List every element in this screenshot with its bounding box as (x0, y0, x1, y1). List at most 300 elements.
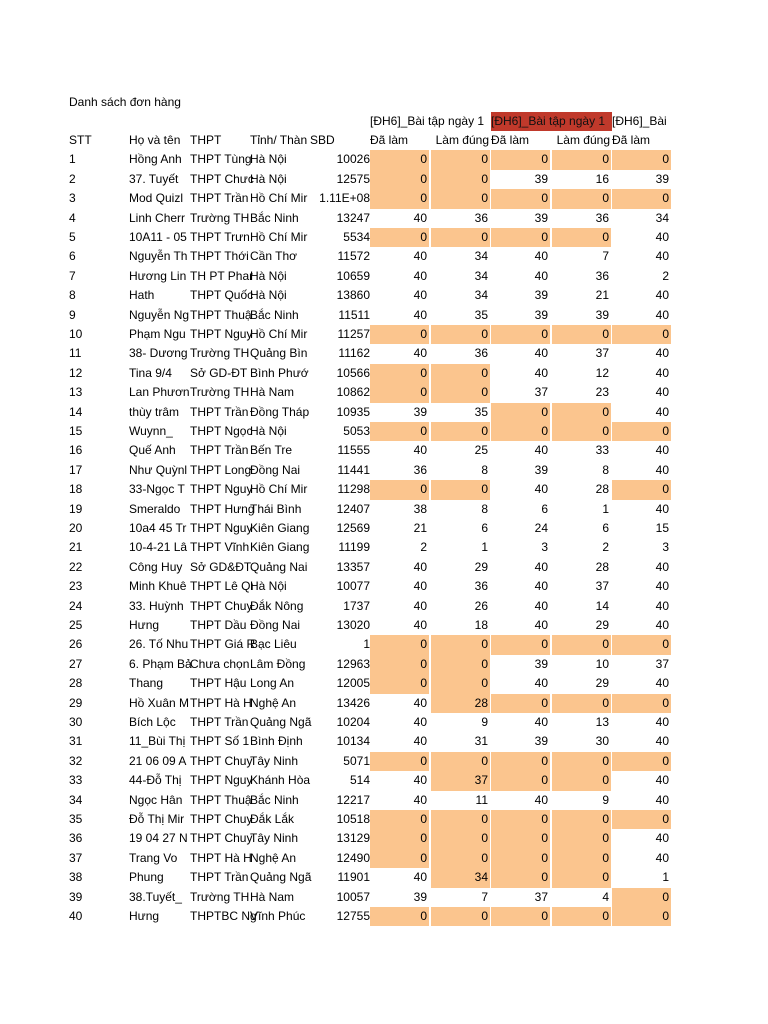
cell-score[interactable]: 36 (413, 462, 427, 477)
cell-school[interactable]: THPT Trần (190, 715, 249, 729)
cell-school[interactable]: THPT Nguy (190, 327, 253, 341)
cell-score[interactable]: 0 (370, 907, 429, 926)
cell-name[interactable]: Như Quỳnl (129, 462, 188, 477)
cell-sbd[interactable]: 10026 (336, 152, 370, 167)
cell-sbd[interactable]: 10057 (336, 889, 370, 904)
cell-score[interactable]: 2 (420, 540, 427, 555)
cell-school[interactable]: THPT Số 1 (190, 734, 250, 749)
cell-sbd[interactable]: 12005 (336, 676, 370, 691)
cell-score[interactable]: 40 (655, 346, 669, 361)
cell-name[interactable]: 6. Phạm Bả (129, 656, 192, 671)
cell-name[interactable]: Phung (129, 870, 164, 885)
cell-score[interactable]: 2 (602, 540, 609, 555)
cell-school[interactable]: THPT Trần (190, 191, 249, 206)
cell-score[interactable]: 34 (431, 868, 490, 887)
cell-score[interactable]: 40 (534, 618, 548, 632)
cell-stt[interactable]: 23 (69, 579, 83, 594)
cell-score[interactable]: 39 (534, 307, 548, 322)
cell-score[interactable]: 0 (491, 228, 550, 247)
cell-score[interactable]: 40 (413, 695, 427, 710)
cell-score[interactable]: 0 (431, 422, 490, 441)
col-header-name[interactable]: Họ và tên (129, 133, 181, 147)
cell-school[interactable]: THPT Chuy (190, 753, 253, 768)
cell-school[interactable]: THPT Hưng (190, 501, 255, 516)
cell-score[interactable]: 40 (534, 268, 548, 283)
cell-province[interactable]: Hà Nội (250, 288, 287, 303)
cell-school[interactable]: THPT Hà H (190, 850, 252, 865)
cell-name[interactable]: 37. Tuyết (129, 171, 179, 186)
cell-name[interactable]: 38- Dương (129, 346, 188, 361)
cell-province[interactable]: Hà Nội (250, 152, 287, 167)
cell-province[interactable]: Quảng Bìn (250, 346, 308, 361)
col-header-sbd[interactable]: SBD (310, 133, 335, 147)
cell-stt[interactable]: 4 (69, 210, 76, 225)
cell-score[interactable]: 31 (474, 734, 488, 749)
cell-name[interactable]: Hath (129, 288, 155, 303)
cell-score[interactable]: 36 (595, 210, 609, 225)
cell-name[interactable]: Mod Quizl (129, 191, 184, 206)
cell-province[interactable]: Long An (250, 676, 295, 691)
cell-score[interactable]: 0 (431, 325, 490, 344)
cell-score[interactable]: 0 (612, 150, 671, 169)
cell-stt[interactable]: 16 (69, 443, 83, 458)
cell-score[interactable]: 40 (534, 365, 548, 380)
cell-stt[interactable]: 6 (69, 249, 76, 264)
cell-score[interactable]: 40 (413, 559, 427, 574)
cell-sbd[interactable]: 11257 (337, 327, 370, 341)
cell-stt[interactable]: 15 (69, 424, 83, 438)
cell-score[interactable]: 40 (534, 676, 548, 691)
cell-score[interactable]: 0 (491, 694, 550, 713)
cell-score[interactable]: 0 (431, 752, 490, 771)
cell-stt[interactable]: 35 (69, 812, 83, 826)
group-header-1[interactable]: [ĐH6]_Bài tập ngày 1 (370, 114, 485, 128)
col-header-done-3[interactable]: Đã làm (612, 133, 651, 147)
cell-score[interactable]: 21 (413, 521, 427, 535)
cell-score[interactable]: 0 (370, 189, 429, 208)
cell-score[interactable]: 35 (474, 404, 488, 419)
cell-province[interactable]: Đồng Nai (250, 618, 301, 632)
cell-name[interactable]: 38.Tuyết_ (129, 889, 182, 904)
cell-score[interactable]: 39 (534, 462, 548, 477)
cell-score[interactable]: 37 (431, 771, 490, 790)
cell-score[interactable]: 34 (474, 268, 488, 283)
cell-score[interactable]: 29 (595, 618, 609, 632)
cell-stt[interactable]: 7 (69, 268, 76, 283)
col-header-correct-2[interactable]: Làm đúng (556, 133, 610, 147)
cell-school[interactable]: Sở GD&ĐT (190, 559, 252, 574)
cell-stt[interactable]: 28 (69, 676, 83, 691)
cell-province[interactable]: Vĩnh Phúc (250, 909, 306, 923)
cell-score[interactable]: 40 (534, 559, 548, 574)
cell-score[interactable]: 36 (595, 268, 609, 283)
cell-stt[interactable]: 17 (69, 462, 83, 477)
cell-score[interactable]: 40 (655, 249, 669, 264)
cell-score[interactable]: 0 (552, 868, 611, 887)
cell-score[interactable]: 40 (534, 598, 548, 613)
cell-score[interactable]: 40 (655, 404, 669, 419)
cell-score[interactable]: 0 (612, 810, 671, 829)
cell-stt[interactable]: 14 (69, 404, 83, 419)
cell-sbd[interactable]: 11199 (338, 540, 370, 555)
cell-stt[interactable]: 1 (69, 152, 76, 167)
cell-stt[interactable]: 20 (69, 521, 83, 535)
cell-score[interactable]: 3 (541, 540, 548, 555)
cell-sbd[interactable]: 12575 (336, 171, 370, 186)
cell-province[interactable]: Hồ Chí Mir (250, 327, 308, 341)
cell-school[interactable]: THPT Chuy (190, 598, 253, 613)
cell-province[interactable]: Bến Tre (250, 443, 293, 458)
cell-score[interactable]: 40 (413, 579, 427, 594)
cell-score[interactable]: 0 (370, 829, 429, 848)
cell-score[interactable]: 0 (491, 325, 550, 344)
cell-school[interactable]: THPT Thuậ (190, 792, 252, 807)
cell-score[interactable]: 37 (534, 385, 548, 400)
cell-score[interactable]: 40 (413, 870, 427, 885)
cell-name[interactable]: Nguyễn Ng (129, 307, 190, 322)
cell-score[interactable]: 40 (655, 618, 669, 632)
cell-school[interactable]: Trường TH (190, 385, 250, 400)
cell-score[interactable]: 0 (370, 752, 429, 771)
cell-stt[interactable]: 21 (69, 540, 83, 555)
col-header-done-1[interactable]: Đã làm (370, 133, 409, 147)
cell-score[interactable]: 40 (413, 598, 427, 613)
cell-province[interactable]: Đồng Tháp (250, 404, 310, 419)
cell-score[interactable]: 29 (474, 559, 488, 574)
cell-score[interactable]: 1 (602, 501, 609, 516)
cell-school[interactable]: THPTBC Ng (190, 909, 257, 923)
cell-school[interactable]: THPT Hậu (190, 676, 247, 691)
cell-score[interactable]: 0 (491, 907, 550, 926)
col-header-stt[interactable]: STT (69, 133, 92, 147)
cell-sbd[interactable]: 13426 (336, 695, 370, 710)
cell-sbd[interactable]: 1 (363, 637, 370, 652)
cell-score[interactable]: 28 (595, 559, 609, 574)
cell-score[interactable]: 37 (595, 346, 609, 361)
cell-province[interactable]: Bắc Ninh (250, 307, 299, 322)
cell-school[interactable]: THPT Trần (190, 870, 249, 885)
cell-province[interactable]: Hà Nội (250, 268, 287, 283)
cell-province[interactable]: Hà Nội (250, 579, 287, 594)
cell-score[interactable]: 15 (655, 521, 669, 535)
cell-school[interactable]: THPT Nguy (190, 482, 253, 497)
cell-score[interactable]: 7 (481, 889, 488, 904)
cell-sbd[interactable]: 13357 (336, 559, 370, 574)
cell-score[interactable]: 40 (413, 792, 427, 807)
cell-score[interactable]: 0 (552, 635, 611, 654)
cell-province[interactable]: Hồ Chí Mir (250, 482, 308, 497)
cell-score[interactable]: 0 (491, 829, 550, 848)
cell-sbd[interactable]: 11162 (338, 346, 370, 361)
cell-score[interactable]: 1 (662, 870, 669, 885)
cell-score[interactable]: 0 (370, 422, 429, 441)
cell-school[interactable]: THPT Trần (190, 404, 249, 419)
cell-score[interactable]: 40 (413, 734, 427, 749)
col-header-school[interactable]: THPT (190, 133, 222, 147)
cell-score[interactable]: 0 (612, 907, 671, 926)
cell-sbd[interactable]: 10862 (336, 385, 370, 400)
cell-name[interactable]: Hưng (129, 909, 160, 923)
cell-score[interactable]: 0 (491, 810, 550, 829)
cell-stt[interactable]: 24 (69, 598, 83, 613)
cell-score[interactable]: 40 (655, 676, 669, 691)
cell-score[interactable]: 40 (413, 773, 427, 788)
cell-score[interactable]: 29 (595, 676, 609, 691)
cell-sbd[interactable]: 10077 (336, 579, 370, 594)
cell-school[interactable]: THPT Vĩnh (190, 540, 250, 555)
cell-score[interactable]: 39 (413, 404, 427, 419)
cell-score[interactable]: 6 (602, 521, 609, 535)
cell-score[interactable]: 34 (474, 249, 488, 264)
cell-score[interactable]: 0 (612, 325, 671, 344)
cell-score[interactable]: 40 (655, 715, 669, 729)
cell-province[interactable]: Tây Ninh (250, 831, 299, 846)
cell-name[interactable]: Linh Cherr (129, 210, 186, 225)
cell-province[interactable]: Bình Định (250, 734, 303, 749)
cell-score[interactable]: 36 (474, 579, 488, 594)
cell-province[interactable]: Khánh Hòa (250, 773, 311, 788)
cell-score[interactable]: 39 (534, 210, 548, 225)
cell-name[interactable]: 33. Huỳnh (129, 598, 184, 613)
cell-stt[interactable]: 36 (69, 831, 83, 846)
cell-name[interactable]: 10a4 45 Tr (129, 521, 187, 535)
cell-sbd[interactable]: 10935 (336, 404, 370, 419)
cell-school[interactable]: Sở GD-ĐT (190, 365, 248, 380)
cell-sbd[interactable]: 5053 (343, 424, 370, 438)
cell-name[interactable]: 10A11 - 05 (129, 230, 187, 244)
cell-score[interactable]: 40 (413, 346, 427, 361)
cell-score[interactable]: 3 (662, 540, 669, 555)
cell-school[interactable]: THPT Nguy (190, 773, 253, 788)
cell-sbd[interactable]: 12569 (336, 521, 370, 535)
cell-school[interactable]: THPT Giá R (190, 637, 256, 652)
cell-score[interactable]: 40 (655, 365, 669, 380)
cell-score[interactable]: 40 (655, 850, 669, 865)
cell-province[interactable]: Bình Phướ (250, 365, 309, 380)
cell-score[interactable]: 0 (431, 674, 490, 693)
cell-name[interactable]: 11_Bùi Thị (129, 734, 186, 749)
cell-score[interactable]: 0 (552, 752, 611, 771)
cell-sbd[interactable]: 10134 (336, 734, 370, 749)
cell-school[interactable]: THPT Hà H (190, 695, 252, 710)
cell-score[interactable]: 40 (655, 734, 669, 749)
cell-score[interactable]: 0 (552, 422, 611, 441)
cell-score[interactable]: 0 (370, 383, 429, 402)
cell-score[interactable]: 39 (534, 734, 548, 749)
cell-name[interactable]: Smeraldo (129, 501, 181, 516)
cell-score[interactable]: 8 (481, 501, 488, 516)
cell-score[interactable]: 39 (534, 656, 548, 671)
cell-sbd[interactable]: 514 (349, 773, 370, 788)
cell-sbd[interactable]: 1737 (343, 598, 370, 613)
cell-score[interactable]: 39 (534, 171, 548, 186)
cell-school[interactable]: THPT Chưc (190, 171, 254, 186)
cell-stt[interactable]: 33 (69, 773, 83, 788)
cell-score[interactable]: 40 (655, 501, 669, 516)
cell-score[interactable]: 6 (541, 501, 548, 516)
cell-province[interactable]: Bắc Ninh (250, 210, 299, 225)
cell-province[interactable]: Hồ Chí Mir (250, 230, 308, 244)
cell-name[interactable]: Trang Vo (129, 850, 178, 865)
cell-province[interactable]: Nghệ An (250, 850, 297, 865)
cell-score[interactable]: 36 (474, 210, 488, 225)
cell-score[interactable]: 0 (552, 907, 611, 926)
cell-sbd[interactable]: 12217 (336, 792, 370, 807)
cell-name[interactable]: Phạm Ngu (129, 327, 186, 341)
cell-sbd[interactable]: 5534 (343, 230, 370, 244)
cell-score[interactable]: 40 (534, 443, 548, 458)
cell-sbd[interactable]: 13129 (336, 831, 370, 846)
cell-stt[interactable]: 13 (69, 385, 83, 400)
cell-score[interactable]: 39 (534, 288, 548, 303)
cell-score[interactable]: 40 (655, 288, 669, 303)
cell-province[interactable]: Hà Nội (250, 171, 287, 186)
group-header-3[interactable]: [ĐH6]_Bài (612, 114, 667, 128)
cell-name[interactable]: Minh Khuê (129, 579, 187, 594)
cell-score[interactable]: 40 (655, 385, 669, 400)
cell-score[interactable]: 0 (552, 829, 611, 848)
cell-score[interactable]: 8 (481, 462, 488, 477)
cell-score[interactable]: 0 (552, 694, 611, 713)
cell-score[interactable]: 37 (655, 656, 669, 671)
cell-stt[interactable]: 39 (69, 889, 83, 904)
cell-school[interactable]: THPT Chuy (190, 831, 253, 846)
cell-school[interactable]: Trường TH (190, 210, 250, 225)
cell-score[interactable]: 40 (534, 482, 548, 497)
cell-score[interactable]: 0 (431, 228, 490, 247)
cell-province[interactable]: Đắk Nông (250, 598, 304, 613)
cell-score[interactable]: 0 (431, 189, 490, 208)
cell-score[interactable]: 0 (370, 810, 429, 829)
cell-province[interactable]: Đắk Lắk (250, 812, 295, 826)
cell-score[interactable]: 0 (370, 228, 429, 247)
cell-score[interactable]: 16 (595, 171, 609, 186)
cell-province[interactable]: Thái Bình (250, 501, 302, 516)
cell-score[interactable]: 40 (413, 443, 427, 458)
cell-stt[interactable]: 32 (69, 753, 83, 768)
cell-sbd[interactable]: 12963 (336, 656, 370, 671)
cell-sbd[interactable]: 11441 (337, 462, 370, 477)
cell-name[interactable]: 19 04 27 N (129, 831, 188, 846)
cell-name[interactable]: Ngọc Hân (129, 792, 183, 807)
cell-sbd[interactable]: 11572 (337, 249, 370, 264)
cell-score[interactable]: 40 (413, 210, 427, 225)
col-header-province[interactable]: Tỉnh/ Thàn (250, 133, 308, 147)
cell-name[interactable]: Tina 9/4 (129, 365, 172, 380)
cell-score[interactable]: 0 (431, 849, 490, 868)
cell-score[interactable]: 0 (431, 907, 490, 926)
cell-province[interactable]: Kiên Giang (250, 540, 310, 555)
cell-score[interactable]: 40 (413, 715, 427, 729)
cell-score[interactable]: 0 (612, 752, 671, 771)
cell-score[interactable]: 0 (370, 170, 429, 189)
cell-score[interactable]: 26 (474, 598, 488, 613)
cell-score[interactable]: 0 (552, 849, 611, 868)
cell-score[interactable]: 37 (534, 889, 548, 904)
cell-score[interactable]: 40 (413, 288, 427, 303)
cell-name[interactable]: Hương Lin (129, 268, 187, 283)
cell-score[interactable]: 40 (655, 598, 669, 613)
cell-school[interactable]: THPT Quốc (190, 288, 254, 303)
cell-school[interactable]: THPT Trần (190, 443, 249, 458)
cell-score[interactable]: 28 (595, 482, 609, 497)
cell-score[interactable]: 24 (534, 521, 548, 535)
cell-score[interactable]: 0 (370, 480, 429, 499)
cell-province[interactable]: Kiên Giang (250, 521, 310, 535)
cell-province[interactable]: Nghệ An (250, 695, 297, 710)
cell-sbd[interactable]: 1.11E+08 (319, 191, 370, 206)
cell-stt[interactable]: 40 (69, 909, 83, 923)
cell-score[interactable]: 0 (431, 635, 490, 654)
cell-name[interactable]: Quế Anh (129, 443, 176, 458)
cell-school[interactable]: THPT Ngọc (190, 424, 253, 438)
cell-score[interactable]: 0 (612, 189, 671, 208)
cell-score[interactable]: 0 (612, 635, 671, 654)
cell-stt[interactable]: 25 (69, 618, 83, 632)
cell-score[interactable]: 30 (595, 734, 609, 749)
cell-stt[interactable]: 37 (69, 850, 83, 865)
cell-score[interactable]: 12 (595, 365, 609, 380)
cell-school[interactable]: Trường TH (190, 346, 250, 361)
cell-score[interactable]: 0 (431, 655, 490, 674)
cell-score[interactable]: 10 (595, 656, 609, 671)
cell-province[interactable]: Cần Thơ (250, 249, 298, 264)
cell-score[interactable]: 0 (612, 422, 671, 441)
cell-score[interactable]: 33 (595, 443, 609, 458)
cell-name[interactable]: Hồ Xuân M (129, 695, 190, 710)
cell-score[interactable]: 37 (595, 579, 609, 594)
cell-stt[interactable]: 31 (69, 734, 83, 749)
cell-score[interactable]: 40 (655, 773, 669, 788)
cell-score[interactable]: 0 (491, 403, 550, 422)
cell-score[interactable]: 23 (595, 385, 609, 400)
cell-school[interactable]: THPT Thới (190, 249, 249, 264)
cell-school[interactable]: THPT Trưn (190, 230, 250, 244)
cell-name[interactable]: Wuynn_ (129, 424, 173, 438)
cell-score[interactable]: 40 (534, 579, 548, 594)
cell-stt[interactable]: 29 (69, 695, 83, 710)
cell-score[interactable]: 35 (474, 307, 488, 322)
cell-name[interactable]: 44-Đỗ Thị (129, 773, 182, 788)
cell-score[interactable]: 9 (481, 715, 488, 729)
cell-stt[interactable]: 8 (69, 288, 76, 303)
cell-score[interactable]: 6 (481, 521, 488, 535)
cell-score[interactable]: 0 (491, 189, 550, 208)
cell-sbd[interactable]: 11511 (338, 307, 370, 322)
cell-score[interactable]: 14 (595, 598, 609, 613)
cell-sbd[interactable]: 12490 (336, 850, 370, 865)
cell-score[interactable]: 0 (370, 635, 429, 654)
cell-sbd[interactable]: 10204 (336, 715, 370, 729)
cell-stt[interactable]: 9 (69, 307, 76, 322)
cell-school[interactable]: THPT Long (190, 462, 252, 477)
cell-province[interactable]: Quảng Ngã (250, 870, 312, 885)
cell-stt[interactable]: 38 (69, 870, 83, 885)
cell-score[interactable]: 36 (474, 346, 488, 361)
cell-sbd[interactable]: 10566 (336, 365, 370, 380)
cell-score[interactable]: 0 (370, 655, 429, 674)
cell-name[interactable]: 26. Tố Nhu (129, 637, 189, 652)
cell-province[interactable]: Hà Nam (250, 889, 295, 904)
col-header-done-2[interactable]: Đã làm (491, 133, 530, 147)
cell-score[interactable]: 34 (655, 210, 669, 225)
cell-score[interactable]: 40 (655, 792, 669, 807)
cell-province[interactable]: Quảng Ngã (250, 715, 312, 729)
cell-score[interactable]: 18 (474, 618, 488, 632)
cell-score[interactable]: 40 (413, 307, 427, 322)
cell-score[interactable]: 40 (655, 443, 669, 458)
cell-school[interactable]: THPT Dầu (190, 618, 247, 632)
